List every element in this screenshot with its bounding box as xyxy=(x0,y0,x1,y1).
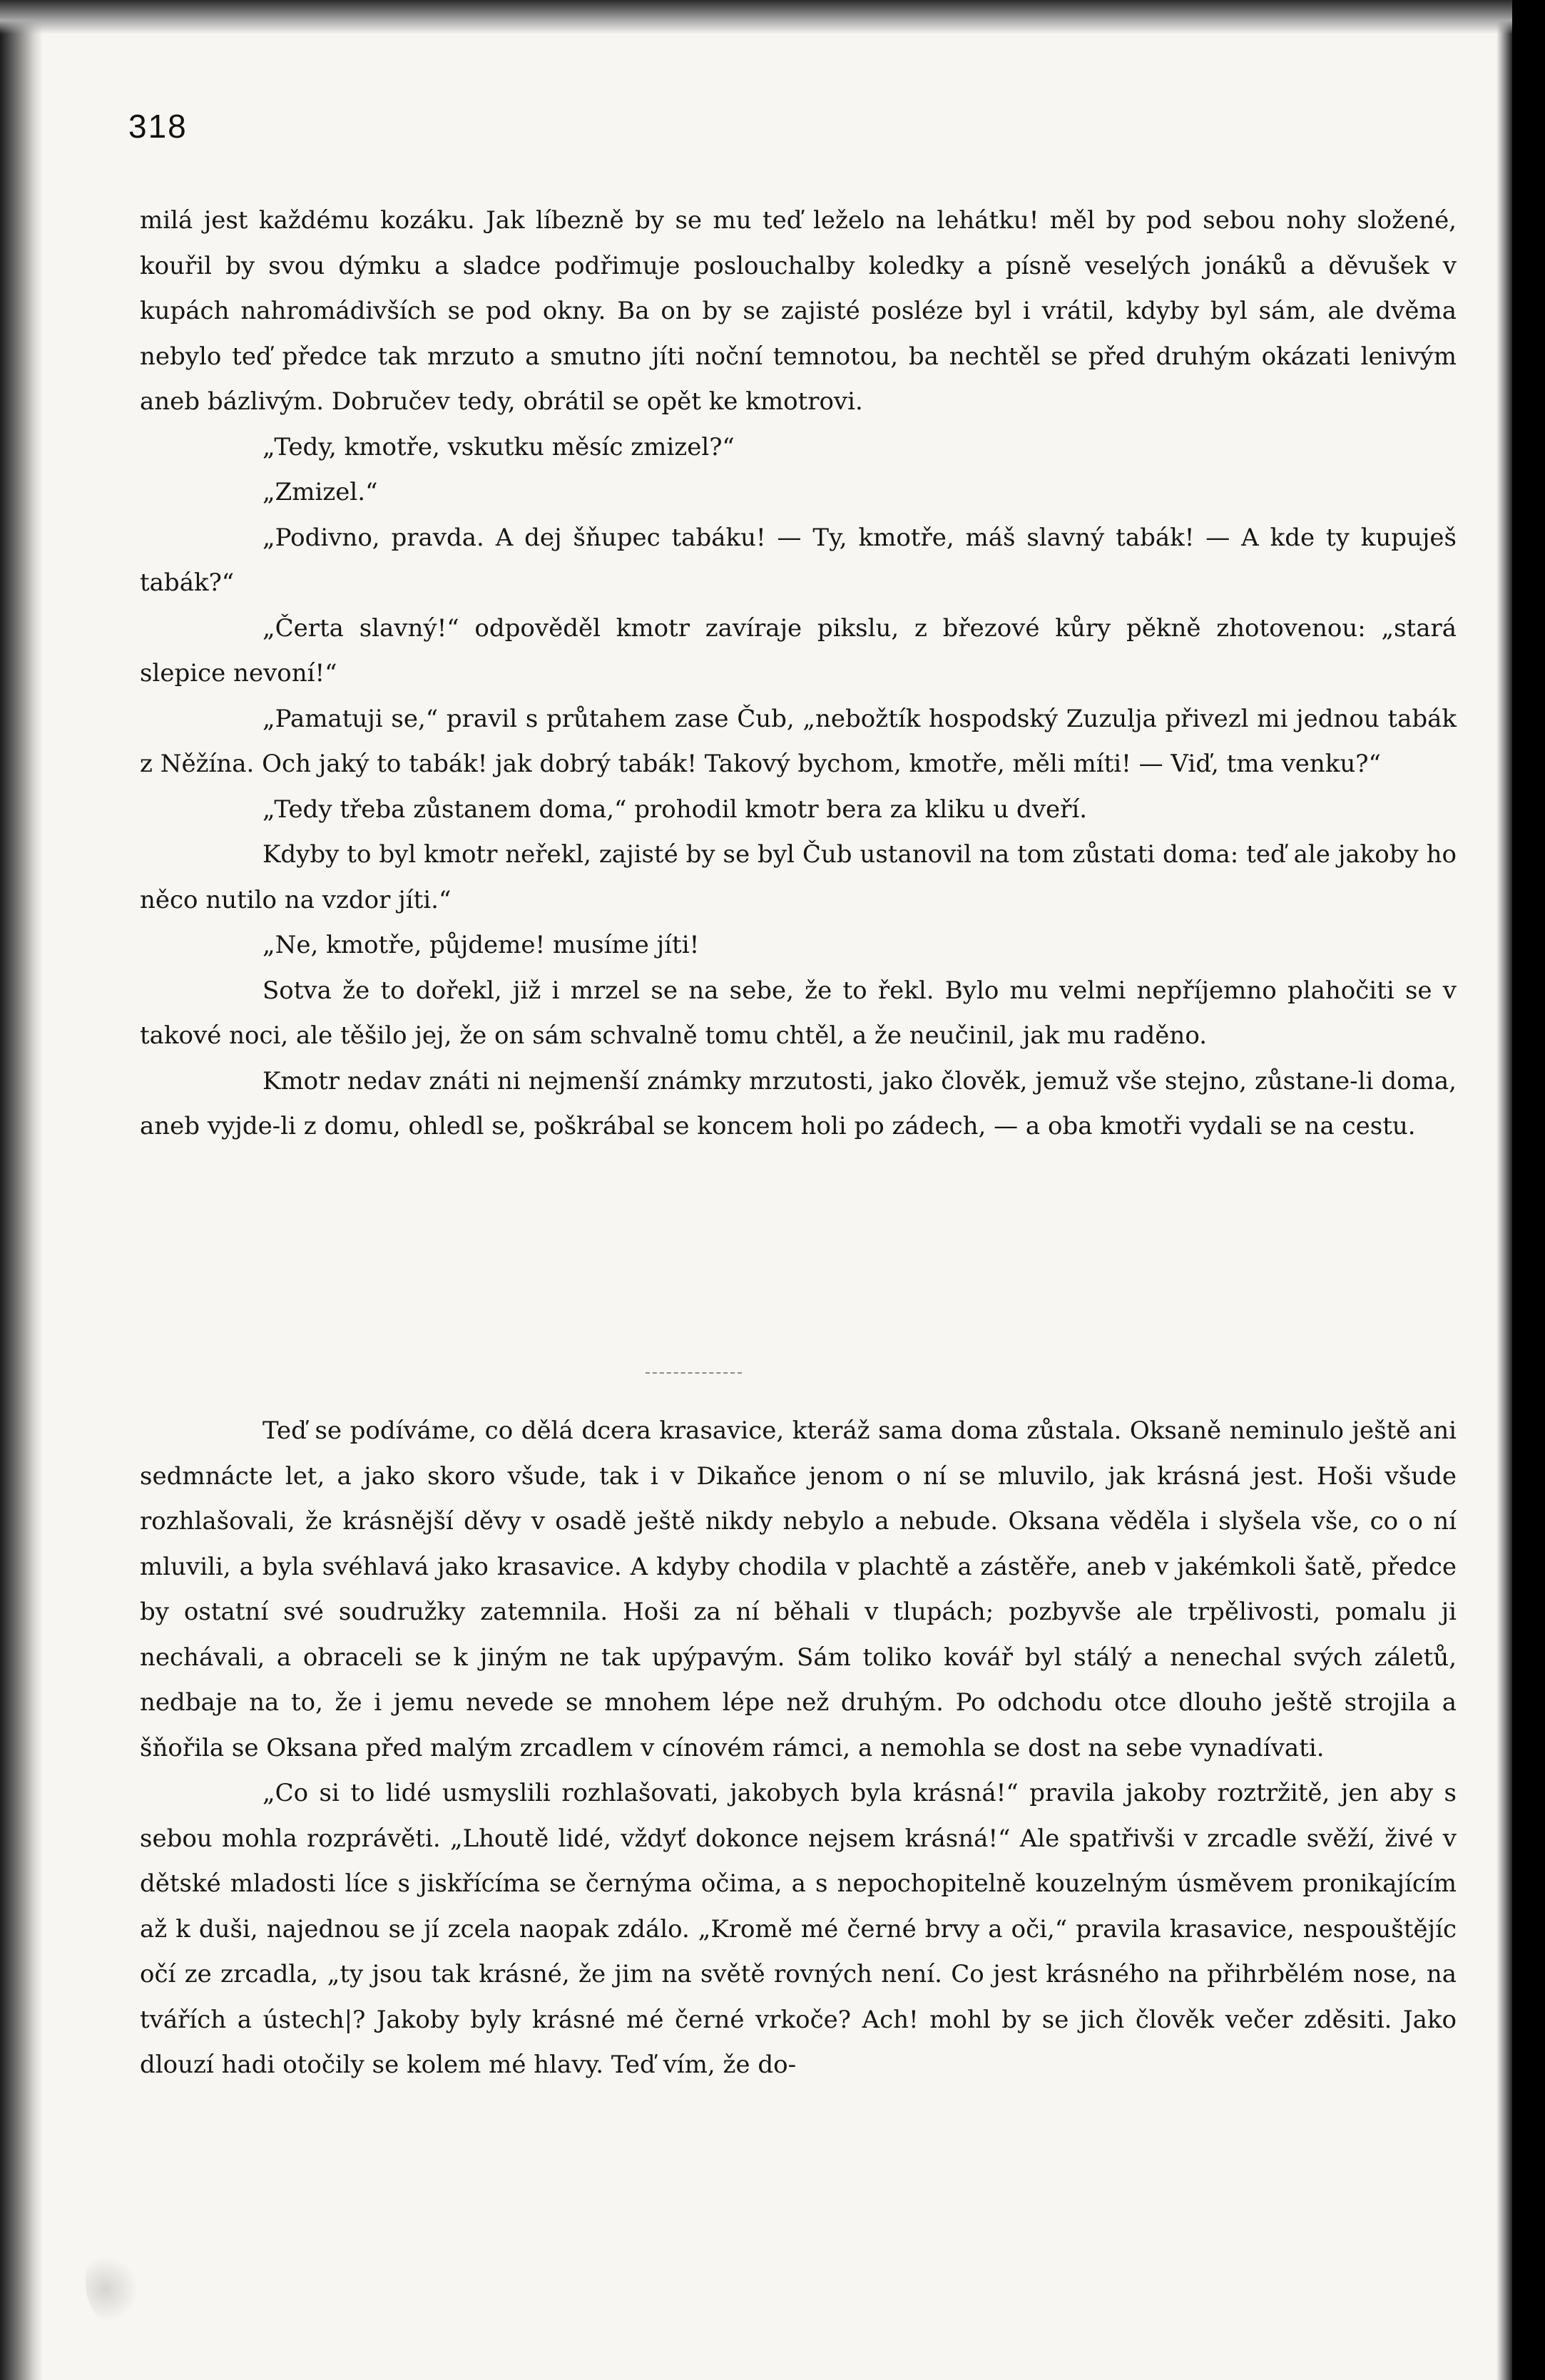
page-edge-shadow xyxy=(1496,0,1512,2380)
paragraph: „Co si to lidé usmyslili rozhlašovati, jakobych byla krásná!“ pravila jakoby roztržitě, jen aby s sebou mohla rozprávěti. „Lhoutě lidé, vždyť dokonce nejsem krásná!“ Ale spatřivši v zrcadle svěží, živé v dětské mladosti líce s jiskřícíma se černýma očima, a s nepochopitelně kouzelným úsměvem pronikajícím až k duši, najednou se jí zcela naopak zdálo. „Kromě mé černé brvy a oči,“ pravila krasavice, nespouštějíc očí ze zrcadla, „ty jsou tak krásné, že jim na světě rovných není. Co jest krásného na přihrbělém nose, na tvářích a ústech|? Jakoby byly krásné mé černé vrkoče? Ach! mohl by se jich člověk večer zděsiti. Jako dlouzí hadi otočily se kolem mé hlavy. Teď vím, že do- xyxy=(140,1779,1457,2079)
library-stamp-smudge xyxy=(86,2254,136,2325)
page-number: 318 xyxy=(128,108,188,145)
paragraph: „Čerta slavný!“ odpověděl kmotr zavíraje pikslu, z březové kůry pěkně zhotovenou: „stará slepice nevoní!“ xyxy=(140,613,1457,688)
paragraph: „Podivno, pravda. A dej šňupec tabáku! — Ty, kmotře, máš slavný tabák! — A kde ty kupuješ tabák?“ xyxy=(140,523,1457,597)
page-binding-shadow xyxy=(0,0,43,2380)
paragraph: Kdyby to byl kmotr neřekl, zajisté by se byl Čub ustanovil na tom zůstati doma: teď ale jakoby ho něco nutilo na vzdor jíti.“ xyxy=(140,840,1457,914)
paragraph: Sotva že to dořekl, již i mrzel se na sebe, že to řekl. Bylo mu velmi nepříjemno plahočiti se v takové noci, ale těšilo jej, že on sám schvalně tomu chtěl, a že neučinil, jak mu raděno. xyxy=(140,976,1457,1050)
paragraph: „Tedy třeba zůstanem doma,“ prohodil kmotr bera za kliku u dveří. xyxy=(262,795,1088,824)
paragraph: „Ne, kmotře, půjdeme! musíme jíti! xyxy=(262,931,700,959)
paragraph: Teď se podíváme, co dělá dcera krasavice, kteráž sama doma zůstala. Oksaně neminulo ještě ani sedmnácte let, a jako skoro všude, tak i v Dikaňce jenom o ní se mluvilo, jak krásná jest. Hoši všude rozhlašovali, že krásnější děvy v osadě ještě nikdy nebylo a nebude. Oksana věděla i slyšela vše, co o ní mluvili, a byla svéhlavá jako krasavice. A kdyby chodila v plachtě a zástěře, aneb v jakémkoli šatě, předce by ostatní své soudružky zatemnila. Hoši za ní běhali v tlupách; pozbyvše ale trpělivosti, pomalu ji nechávali, a obraceli se k jiným ne tak upýpavým. Sám toliko kovář byl stálý a nenechal svých záletů, nedbaje na to, že i jemu nevede se mnohem lépe než druhým. Po odchodu otce dlouho ještě strojila a šňořila se Oksana před malým zrcadlem v cínovém rámci, a nemohla se dost na sebe vynadívati. xyxy=(140,1416,1457,1762)
page-top-edge xyxy=(0,0,1512,34)
paragraph: „Zmizel.“ xyxy=(262,478,378,506)
text-block-continuation xyxy=(140,198,1457,1150)
section-divider xyxy=(646,1372,742,1374)
paragraph: milá jest každému kozáku. Jak líbezně by se mu teď leželo na lehátku! měl by pod sebou nohy složené, kouřil by svou dýmku a sladce podřimuje poslouchalby koledky a písně veselých jonáků a děvušek v kupách nahromádivších se pod okny. Ba on by se zajisté posléze byl i vrátil, kdyby byl sám, ale dvěma nebylo teď předce tak mrzuto a smutno jíti noční temnotou, ba nechtěl se před druhým okázati lenivým aneb bázlivým. Dobručev tedy, obrátil se opět ke kmotrovi. xyxy=(140,206,1457,416)
paragraph: „Tedy, kmotře, vskutku měsíc zmizel?“ xyxy=(262,432,735,461)
text-block-new-section xyxy=(140,1409,1457,2088)
paragraph: Kmotr nedav znáti ni nejmenší známky mrzutosti, jako člověk, jemuž vše stejno, zůstane-li doma, aneb vyjde-li z domu, ohledl se, poškrábal se koncem holi po zádech, — a oba kmotři vydali se na cestu. xyxy=(140,1066,1457,1140)
paragraph: „Pamatuji se,“ pravil s průtahem zase Čub, „nebožtík hospodský Zuzulja přivezl mi jednou tabák z Něžína. Och jaký to tabák! jak dobrý tabák! Takový bychom, kmotře, měli míti! — Viď, tma venku?“ xyxy=(140,704,1457,778)
